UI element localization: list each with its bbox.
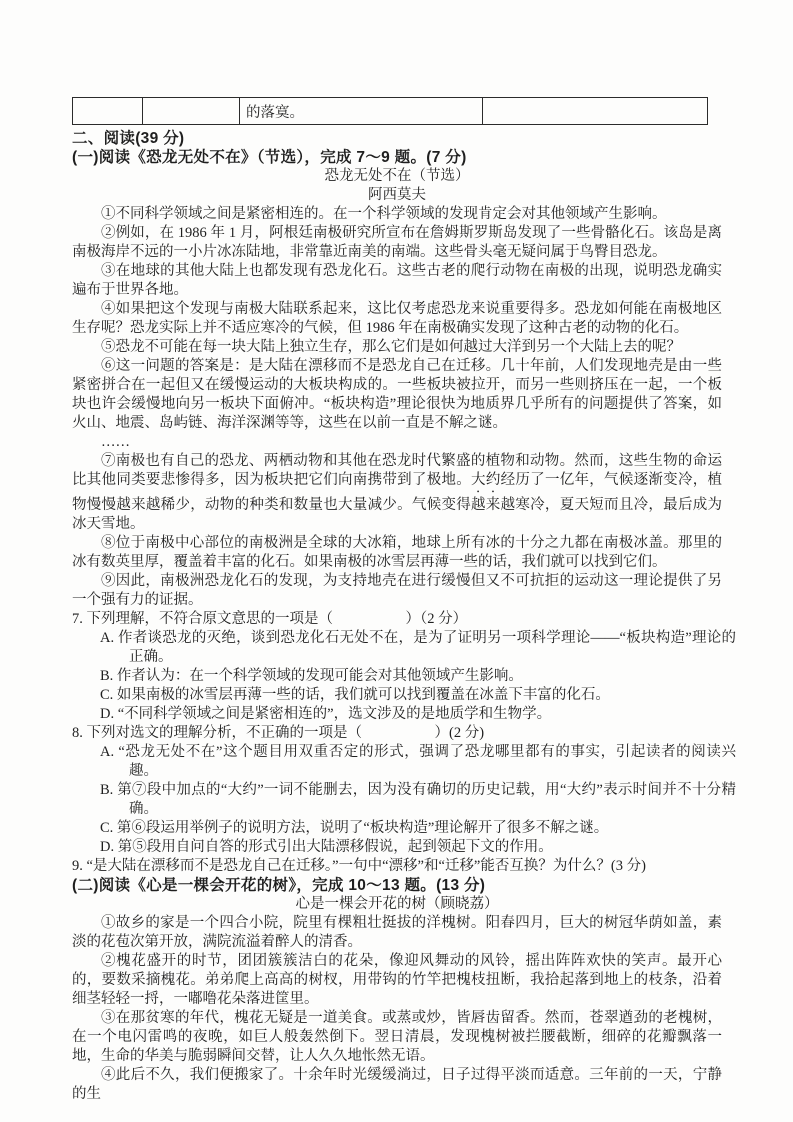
- paragraph-7-post: 经历了一亿年，气候逐渐变冷，植物慢慢越来越稀少，动物的种类和数量也大量减少。气候变得越来越寒冷，夏天短而且冷，最后成为冰天雪地。: [72, 472, 723, 532]
- paragraph-r2-4: ④此后不久，我们便搬家了。十余年时光缓缓淌过，日子过得平淡而适意。三年前的一天，宁静的生: [72, 1067, 722, 1102]
- reading1-author: 阿西莫夫: [368, 187, 426, 203]
- question-8-option-c: C. 第⑥段运用举例子的说明方法，说明了“板块构造”理论解开了很多不解之谜。: [100, 820, 609, 836]
- question-8-option-d: D. 第⑤段用自问自答的形式引出大陆漂移假说，起到领起下文的作用。: [100, 839, 553, 855]
- emphasized-word: 大约: [471, 472, 501, 488]
- question-7-option-a: A. 作者谈恐龙的灭绝，谈到恐龙化石无处不在，是为了证明另一项科学理论——“板块构造”理论的正确。: [100, 630, 736, 665]
- ellipsis-line: ……: [101, 434, 130, 450]
- paragraph-2: ②例如，在 1986 年 1 月，阿根廷南极研究所宣布在詹姆斯罗斯岛发现了一些骨骼化石。该岛是离南极海岸不远的一小片冰冻陆地，非常靠近南美的南端。这些骨头毫无疑问属于鸟臀目恐龙。: [72, 225, 722, 260]
- question-7-option-b: B. 作者认为：在一个科学领域的发现可能会对其他领域产生影响。: [100, 668, 523, 684]
- table-row: [73, 98, 708, 125]
- paragraph-4: ④如果把这个发现与南极大陆联系起来，这比仅考虑恐龙来说重要得多。恐龙如何能在南极地区生存呢？恐龙实际上并不适应寒冷的气候，但 1986 年在南极确实发现了这种古老的动物的化石。: [72, 301, 722, 336]
- paragraph-7-pre: ⑦南极也有自己的恐龙、两栖动物和其他在恐龙时代繁盛的植物和动物。然而，这些生物的命运比其他同类要悲惨得多，因为板块把它们向南携带到了极地。: [72, 453, 722, 488]
- paragraph-9: ⑨因此，南极洲恐龙化石的发现，为支持地壳在进行缓慢但又不可抗拒的运动这一理论提供了另一个强有力的证据。: [72, 573, 722, 608]
- paragraph-6: ⑥这一问题的答案是：是大陆在漂移而不是恐龙自己在迁移。几十年前，人们发现地壳是由一些紧密拼合在一起但又在缓慢运动的大板块构成的。一些板块被拉开，而另一些则挤压在一起，一个板块也许会缓慢地向另一板块下面俯冲。“板块构造”理论很快为地质界几乎所有的问题提供了答案，如火山、地震、岛屿链、海洋深渊等等，这些在以前一直是不解之谜。: [72, 358, 722, 431]
- paragraph-5: ⑤恐龙不可能在每一块大陆上独立生存，那么它们是如何越过大洋到另一个大陆上去的呢？: [101, 339, 681, 355]
- exam-table-fragment: [72, 97, 708, 125]
- reading1-title: 恐龙无处不在（节选）: [324, 168, 470, 184]
- question-7-option-d: D. “不同科学领域之间是紧密相连的”，选文涉及的是地质学和生物学。: [100, 706, 552, 722]
- question-9-stem: 9. “是大陆在漂移而不是恐龙自己在迁移。”一句中“漂移”和“迁移”能否互换？为什么？(3 分): [72, 858, 646, 874]
- question-8-stem: 8. 下列对选文的理解分析，不正确的一项是（ ）(2 分): [72, 725, 485, 741]
- reading1-heading: (一)阅读《恐龙无处不在》（节选），完成 7～9 题。(7 分): [72, 149, 467, 166]
- table-cell: [73, 98, 143, 125]
- document-body: [72, 97, 736, 1104]
- paragraph-7: [72, 452, 722, 534]
- reading2-title: 心是一棵会开花的树（顾晓荔）: [295, 896, 499, 912]
- paragraph-r2-2: ②槐花盛开的时节，团团簇簇洁白的花朵，像迎风舞动的风铃，摇出阵阵欢快的笑声。最开心的，要数采摘槐花。弟弟爬上高高的树杈，用带钩的竹竿把槐枝扭断，我拾起落到地上的枝条，沿着细茎轻轻一捋，一嘟噜花朵落进筐里。: [72, 953, 722, 1007]
- question-8-option-a: A. “恐龙无处不在”这个题目用双重否定的形式，强调了恐龙哪里都有的事实，引起读者的阅读兴趣。: [100, 744, 736, 779]
- paragraph-r2-3: ③在那贫寒的年代，槐花无疑是一道美食。或蒸或炒，皆唇齿留香。然而，苍翠遒劲的老槐树，在一个电闪雷鸣的夜晚，如巨人般轰然倒下。翌日清晨，发现槐树被拦腰截断，细碎的花瓣飘落一地，生命的华美与脆弱瞬间交替，让人久久地怅然无语。: [72, 1010, 722, 1064]
- paragraph-8: ⑧位于南极中心部位的南极洲是全球的大冰箱，地球上所有冰的十分之九都在南极冰盖。那里的冰有数英里厚，覆盖着丰富的化石。如果南极的冰雪层再薄一些的话，我们就可以找到它们。: [72, 535, 722, 570]
- question-7-stem: 7. 下列理解，不符合原文意思的一项是（ ）（2 分）: [72, 611, 468, 627]
- table-cell: [143, 98, 240, 125]
- reading2-heading: (二)阅读《心是一棵会开花的树》，完成 10～13 题。(13 分): [72, 877, 486, 894]
- paragraph-3: ③在地球的其他大陆上也都发现有恐龙化石。这些古老的爬行动物在南极的出现，说明恐龙确实遍布于世界各地。: [72, 263, 722, 298]
- question-8-option-b: B. 第⑦段中加点的“大约”一词不能删去，因为没有确切的历史记载，用“大约”表示时间并不十分精确。: [100, 782, 736, 817]
- question-7-option-c: C. 如果南极的冰雪层再薄一些的话，我们就可以找到覆盖在冰盖下丰富的化石。: [100, 687, 610, 703]
- paragraph-r2-1: ①故乡的家是一个四合小院，院里有棵粗壮挺拔的洋槐树。阳春四月，巨大的树冠华荫如盖，素淡的花苞次第开放，满院流溢着醉人的清香。: [72, 915, 722, 950]
- paragraph-1: ①不同科学领域之间是紧密相连的。在一个科学领域的发现肯定会对其他领域产生影响。: [101, 206, 667, 222]
- section-heading: 二、阅读(39 分): [72, 130, 185, 147]
- table-cell: [483, 98, 708, 125]
- table-cell: 的落寞。: [240, 98, 483, 125]
